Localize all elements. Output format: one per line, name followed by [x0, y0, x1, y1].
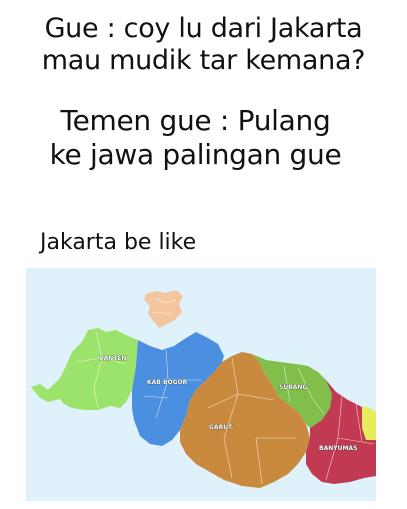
answer-caption-line-2: ke jawa palingan gue: [49, 138, 342, 171]
answer-caption-line-1: Temen gue : Pulang: [60, 104, 331, 137]
punchline-label: Jakarta be like: [40, 230, 197, 255]
subang-label: SUBANG: [279, 384, 308, 391]
garut-label: GARUT: [209, 424, 233, 431]
west-java-map: [26, 268, 376, 501]
bogor-label: KAB BOGOR: [147, 379, 188, 386]
jakarta-region: [144, 290, 183, 328]
question-caption-line-1: Gue : coy lu dari Jakarta: [44, 13, 363, 44]
banten-region: [31, 328, 138, 410]
banyumas-label: BANYUMAS: [319, 445, 358, 452]
banten-label: BANTEN: [99, 355, 127, 362]
question-caption-line-2: mau mudik tar kemana?: [41, 45, 366, 76]
map-svg: [26, 268, 376, 501]
